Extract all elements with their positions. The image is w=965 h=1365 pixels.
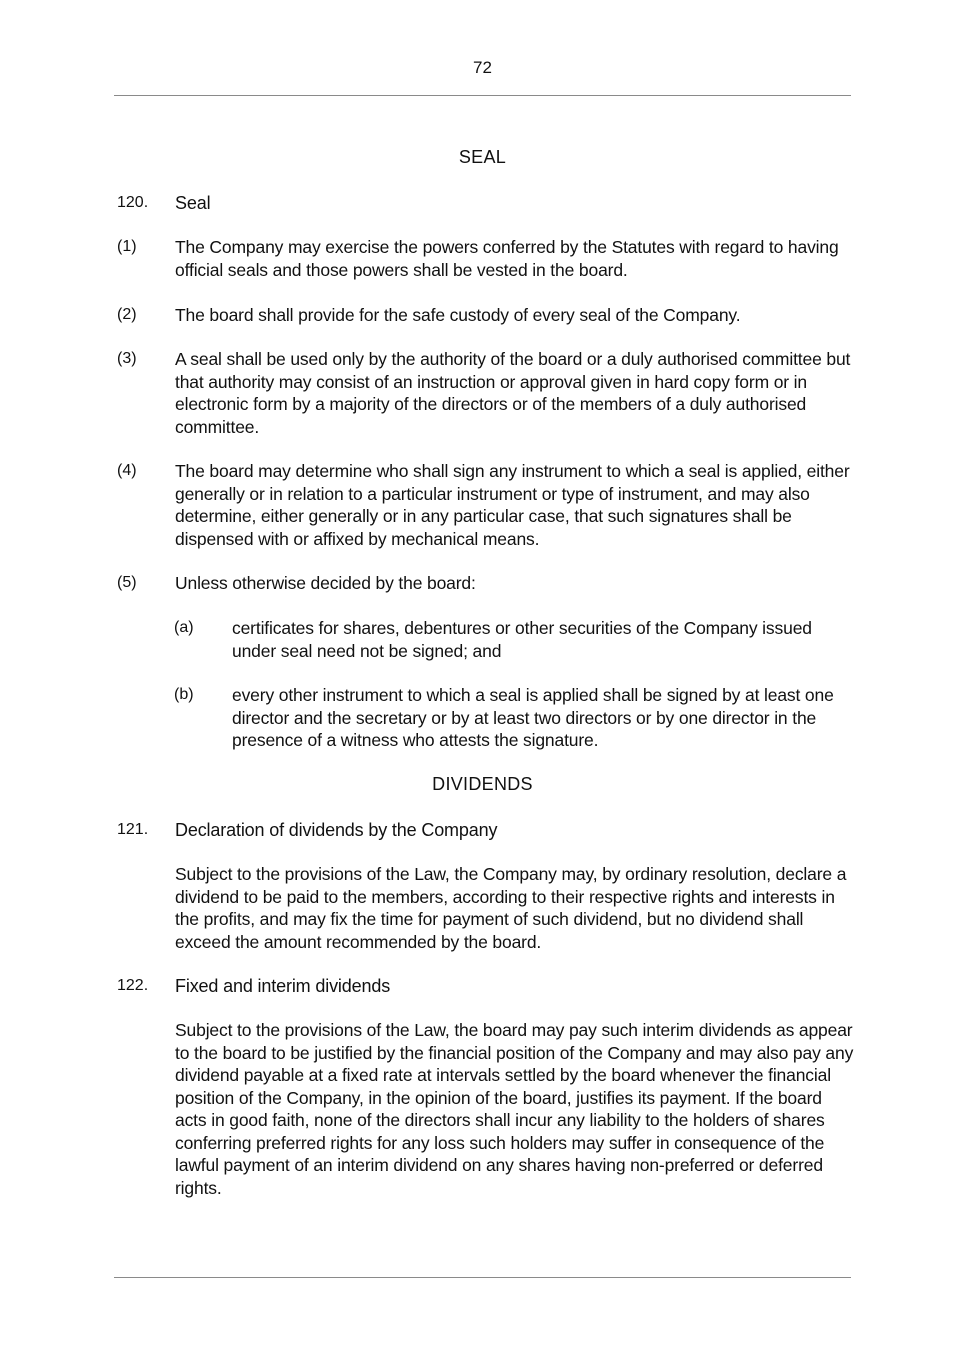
article-body-122: Subject to the provisions of the Law, the board may pay such interim dividends as appear to the board to be justified by the financial position of the Company and may also pay any dividend payable at a fixed rate at intervals settled by the board whenever the financial position of the Company, in the opinion of the board, justifies its payment. If the board acts in good faith, none of the directors shall incur any liability to the holders of shares conferring preferred rights for any loss such holders may suffer in consequence of the lawful payment of an interim dividend on any shares having non-preferred or deferred rights. — [175, 1020, 854, 1198]
clause-label-5: (5) — [117, 574, 137, 591]
clause-label-4: (4) — [117, 462, 137, 479]
subclause-label-a: (a) — [174, 619, 194, 636]
subclause-text-a: certificates for shares, debentures or other securities of the Company issued under seal need not be signed; and — [232, 618, 812, 661]
article-title-121: Declaration of dividends by the Company — [175, 820, 498, 840]
article-title-120: Seal — [175, 193, 211, 213]
clause-label-2: (2) — [117, 306, 137, 323]
clause-label-1: (1) — [117, 238, 137, 255]
article-number-120: 120. — [117, 194, 149, 211]
clause-text-4: The board may determine who shall sign any instrument to which a seal is applied, either generally or in relation to a particular instrument or type of instrument, and may also determine, either generally or in any particular case, that such signatures shall be dispensed with or affixed by mechanical means. — [175, 461, 850, 549]
clause-text-5: Unless otherwise decided by the board: — [175, 573, 476, 593]
article-number-122: 122. — [117, 977, 149, 994]
section-heading-dividends: DIVIDENDS — [432, 774, 533, 794]
clause-label-3: (3) — [117, 350, 137, 367]
footer-divider — [114, 1277, 851, 1278]
clause-text-1: The Company may exercise the powers conferred by the Statutes with regard to having official seals and those powers shall be vested in the board. — [175, 237, 839, 280]
clause-text-3: A seal shall be used only by the authority of the board or a duly authorised committee but that authority may consist of an instruction or approval given in hard copy form or in electronic form by a majority of the directors or of the members of a duly authorised committee. — [175, 349, 851, 437]
section-heading-seal: SEAL — [458, 147, 507, 167]
subclause-label-b: (b) — [174, 686, 194, 703]
article-title-122: Fixed and interim dividends — [175, 976, 391, 996]
header-divider — [114, 95, 851, 96]
page-number: 72 — [473, 58, 492, 77]
subclause-text-b: every other instrument to which a seal is applied shall be signed by at least one director and the secretary or by at least two directors or by one director in the presence of a witness who attests the signature. — [232, 685, 834, 750]
clause-text-2: The board shall provide for the safe custody of every seal of the Company. — [175, 305, 741, 325]
article-number-121: 121. — [117, 821, 149, 838]
article-body-121: Subject to the provisions of the Law, the Company may, by ordinary resolution, declare a dividend to be paid to the members, according to their respective rights and interests in the profits, and may fix the time for payment of such dividend, but no dividend shall exceed the amount recommended by the board. — [175, 864, 847, 952]
